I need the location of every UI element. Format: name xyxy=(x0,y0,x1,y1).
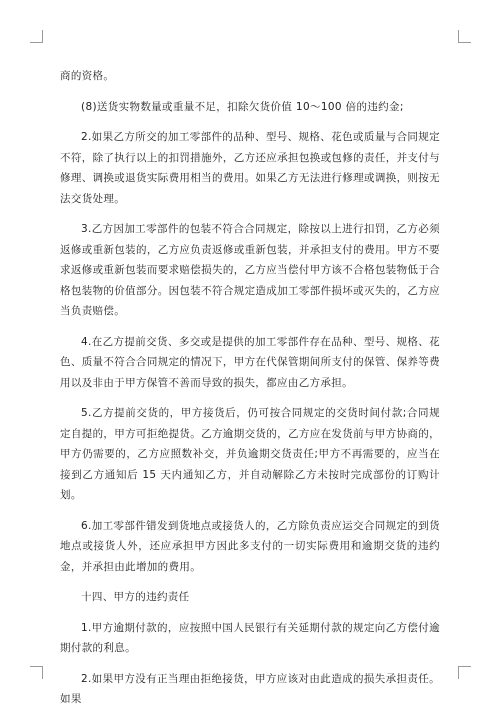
paragraph-continuation: 商的资格。 xyxy=(60,70,115,82)
crop-mark-top-left xyxy=(30,30,43,43)
paragraph-clause-2: 2.如果乙方所交的加工零部件的品种、型号、规格、花色或质量与合同规定不符，除了执行以上的扣罚措施外，乙方还应承担包换或包修的责任，并支付与修理、调换或退货实际费用相当的费用。如果乙方无法进行修理或调换，则按无法交货处理。 xyxy=(60,131,440,205)
paragraph-buyer-clause-2: 2.如果甲方没有正当理由拒绝接货，甲方应该对由此造成的损失承担责任。如果 xyxy=(60,672,440,705)
crop-mark-top-right xyxy=(458,30,471,43)
document-body xyxy=(60,66,440,720)
crop-mark-bottom-right xyxy=(458,666,471,679)
paragraph-clause-5: 5.乙方提前交货的，甲方接货后，仍可按合同规定的交货时间付款;合同规定自提的，甲方可拒绝提货。乙方逾期交货的，乙方应在发货前与甲方协商的，甲方仍需要的，乙方应照数补交，并负逾期交货责任;甲方不再需要的，应当在接到乙方通知后 15 天内通知乙方，并自动解除乙方未按时完成部份的订购计划。 xyxy=(60,407,440,501)
crop-mark-bottom-left xyxy=(30,666,43,679)
paragraph-clause-4: 4.在乙方提前交货、多交或是提供的加工零部件存在品种、型号、规格、花色、质量不符合合同规定的情况下，甲方在代保管期间所支付的保管、保养等费用以及非由于甲方保管不善而导致的损失，都应由乙方承担。 xyxy=(60,335,440,389)
paragraph-clause-3: 3.乙方因加工零部件的包装不符合合同规定，除按以上进行扣罚，乙方必须返修或重新包装的，乙方应负责返修或重新包装，并承担支付的费用。甲方不要求返修或重新包装而要求赔偿损失的，乙方应当偿付甲方该不合格包装物低于合格包装物的价值部分。因包装不符合规定造成加工零部件损坏或灭失的，乙方应当负责赔偿。 xyxy=(60,223,440,317)
paragraph-item-8: (8)送货实物数量或重量不足，扣除欠货价值 10～100 倍的违约金; xyxy=(81,100,404,113)
paragraph-buyer-clause-1: 1.甲方逾期付款的，应按照中国人民银行有关延期付款的规定向乙方偿付逾期付款的利息。 xyxy=(60,621,440,654)
paragraph-clause-6: 6.加工零部件错发到货地点或接货人的，乙方除负责应运交合同规定的到货地点或接货人外，还应承担甲方因此多支付的一切实际费用和逾期交货的违约金，并承担由此增加的费用。 xyxy=(60,519,440,573)
section-heading-14: 十四、甲方的违约责任 xyxy=(81,591,190,603)
